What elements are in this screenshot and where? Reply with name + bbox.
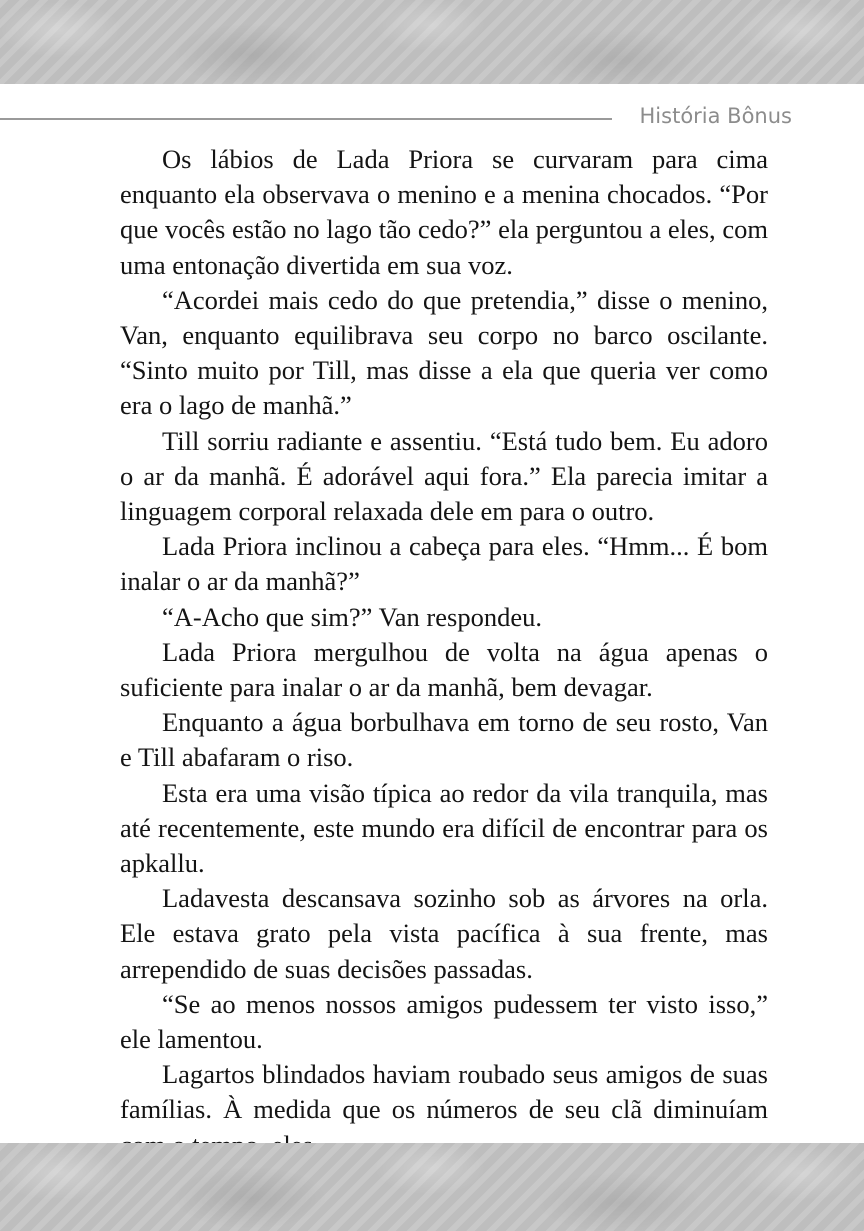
paragraph: Os lábios de Lada Priora se curvaram para cima enquanto ela observava o menino e a menina chocados. “Por que vocês estão no lago tão cedo?” ela perguntou a eles, com uma entonação divertida em sua voz. — [120, 144, 768, 280]
paragraph: “A-Acho que sim?” Van respondeu. — [162, 601, 542, 632]
paragraph: “Se ao menos nossos amigos pudessem ter visto isso,” ele lamentou. — [120, 988, 768, 1055]
paragraph: Ladavesta descansava sozinho sob as árvores na orla. Ele estava grato pela vista pacífica à sua frente, mas arrependido de suas decisões passadas. — [120, 883, 768, 984]
decorative-footer-banner — [0, 1143, 864, 1231]
running-head: História Bônus — [639, 104, 792, 128]
paragraph: “Acordei mais cedo do que pretendia,” disse o menino, Van, enquanto equilibrava seu corpo no barco oscilante. “Sinto muito por Till, mas disse a ela que queria ver como era o lago de manhã.” — [120, 284, 768, 421]
paragraph: Enquanto a água borbulhava em torno de seu rosto, Van e Till abafaram o riso. — [120, 707, 768, 773]
paragraph: Esta era uma visão típica ao redor da vila tranquila, mas até recentemente, este mundo era difícil de encontrar para os apkallu. — [120, 777, 768, 879]
paragraph: Lagartos blindados haviam roubado seus amigos de suas famílias. À medida que os números de seu clã diminuíam — [120, 1059, 768, 1125]
paragraph: Till sorriu radiante e assentiu. “Está tudo bem. Eu adoro o ar da manhã. É adorável aqui fora.” Ela parecia imitar a linguagem corporal relaxada dele em para o outro. — [120, 425, 768, 527]
paragraph: Lada Priora mergulhou de volta na água apenas o suficiente para inalar o ar da manhã, bem devagar. — [120, 636, 768, 703]
decorative-header-banner — [0, 0, 864, 84]
paragraph: Lada Priora inclinou a cabeça para eles. “Hmm... É bom inalar o ar da manhã?” — [120, 531, 768, 597]
header-rule — [0, 118, 612, 120]
body-text — [120, 142, 768, 1163]
